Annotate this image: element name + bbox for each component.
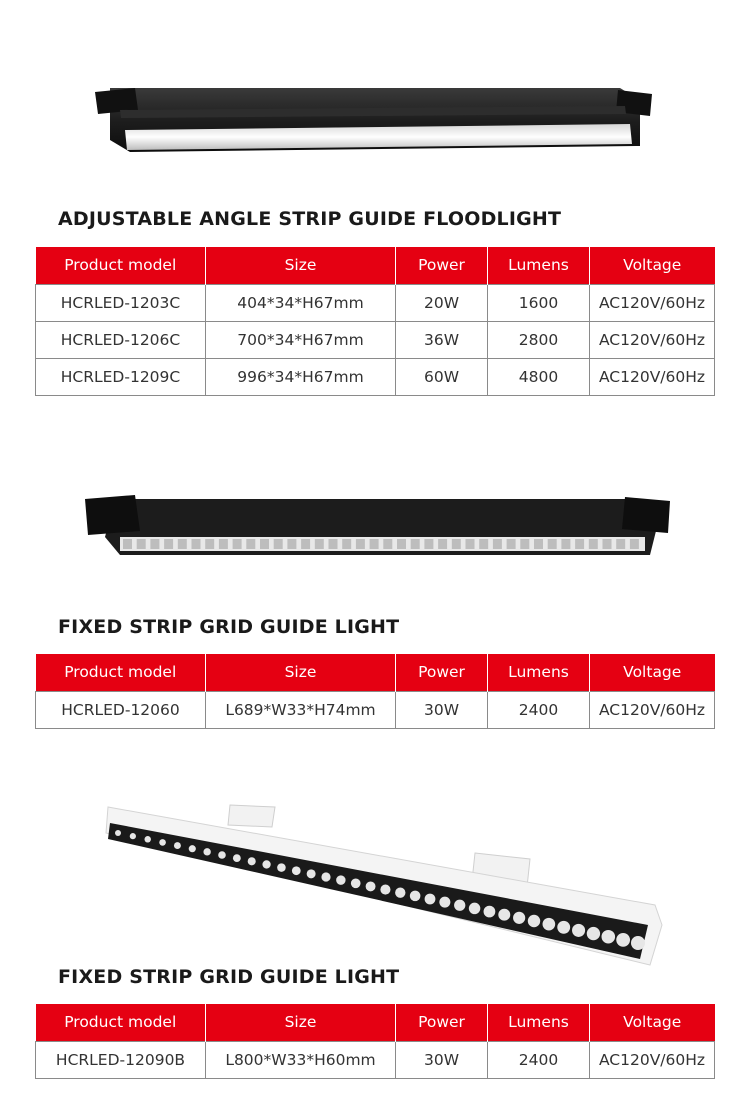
table-row [36, 321, 715, 358]
column-header: Lumens [488, 1004, 590, 1041]
column-header: Product model [36, 654, 206, 691]
led-cell [233, 539, 242, 549]
led-cell [575, 539, 584, 549]
table-header-row [36, 654, 715, 691]
led-cell [616, 539, 625, 549]
led-cell [411, 539, 420, 549]
column-header: Lumens [488, 654, 590, 691]
led-cell [589, 539, 598, 549]
led-cell [513, 912, 525, 924]
table-cell: AC120V/60Hz [590, 1041, 715, 1078]
table-cell: L800*W33*H60mm [206, 1041, 396, 1078]
led-cell [466, 539, 475, 549]
led-cell [498, 909, 510, 921]
section-title: FIXED STRIP GRID GUIDE LIGHT [58, 966, 400, 988]
led-cell [493, 539, 502, 549]
led-cell [548, 539, 557, 549]
column-header: Size [206, 654, 396, 691]
led-cell [616, 933, 630, 947]
led-cell [380, 885, 390, 895]
white-grid-light-image [0, 795, 750, 970]
column-header: Power [396, 654, 488, 691]
led-cell [454, 900, 465, 911]
led-cell [534, 539, 543, 549]
led-cell [178, 539, 187, 549]
led-cell [424, 539, 433, 549]
led-cell [572, 924, 585, 937]
led-cell [287, 539, 296, 549]
column-header: Power [396, 1004, 488, 1041]
led-cell [557, 921, 570, 934]
led-cell [260, 539, 269, 549]
table-cell: HCRLED-1206C [36, 321, 206, 358]
table-cell: L689*W33*H74mm [206, 691, 396, 728]
led-cell [274, 539, 283, 549]
led-cell [192, 539, 201, 549]
spec-table [35, 247, 715, 396]
table-row [36, 284, 715, 321]
led-cell [189, 845, 196, 852]
led-cell [159, 839, 166, 846]
led-cell [315, 539, 324, 549]
column-header: Size [206, 1004, 396, 1041]
led-cell [543, 918, 556, 931]
column-header: Voltage [590, 247, 715, 284]
led-cell [452, 539, 461, 549]
led-cell [248, 857, 256, 865]
table-cell: HCRLED-12090B [36, 1041, 206, 1078]
led-cell [144, 836, 150, 842]
led-cell [370, 539, 379, 549]
table-cell: 20W [396, 284, 488, 321]
led-cell [520, 539, 529, 549]
table-cell: 60W [396, 358, 488, 395]
led-cell [205, 539, 214, 549]
table-cell: AC120V/60Hz [590, 321, 715, 358]
led-cell [366, 881, 376, 891]
led-cell [174, 842, 181, 849]
led-cell [351, 878, 361, 888]
led-cell [425, 894, 436, 905]
led-cell [439, 897, 450, 908]
table-cell: HCRLED-1203C [36, 284, 206, 321]
led-cell [301, 539, 310, 549]
led-cell [484, 906, 496, 918]
table-cell: HCRLED-1209C [36, 358, 206, 395]
led-cell [438, 539, 447, 549]
section-title: ADJUSTABLE ANGLE STRIP GUIDE FLOODLIGHT [58, 208, 562, 230]
led-cell [507, 539, 516, 549]
table-row [36, 1041, 715, 1078]
table-cell: 996*34*H67mm [206, 358, 396, 395]
column-header: Voltage [590, 654, 715, 691]
column-header: Size [206, 247, 396, 284]
table-cell: 404*34*H67mm [206, 284, 396, 321]
led-cell [329, 539, 338, 549]
led-cell [602, 930, 616, 944]
led-cell [137, 539, 146, 549]
table-row [36, 358, 715, 395]
adjustable-floodlight-image [0, 70, 750, 170]
black-grid-light-image [0, 485, 750, 575]
led-cell [342, 539, 351, 549]
spec-table [35, 654, 715, 729]
table-row [36, 691, 715, 728]
led-cell [164, 539, 173, 549]
led-cell [528, 915, 540, 927]
table-cell: 2800 [488, 321, 590, 358]
led-cell [203, 848, 210, 855]
table-cell: 36W [396, 321, 488, 358]
table-cell: 4800 [488, 358, 590, 395]
led-cell [130, 833, 136, 839]
led-cell [150, 539, 159, 549]
column-header: Lumens [488, 247, 590, 284]
table-cell: 30W [396, 1041, 488, 1078]
led-cell [469, 903, 480, 914]
column-header: Product model [36, 247, 206, 284]
led-cell [479, 539, 488, 549]
led-cell [277, 863, 286, 872]
table-cell: AC120V/60Hz [590, 691, 715, 728]
table-cell: 2400 [488, 691, 590, 728]
table-cell: 1600 [488, 284, 590, 321]
table-cell: 2400 [488, 1041, 590, 1078]
led-cell [233, 854, 241, 862]
table-header-row [36, 247, 715, 284]
led-cell [561, 539, 570, 549]
table-header-row [36, 1004, 715, 1041]
column-header: Product model [36, 1004, 206, 1041]
led-cell [336, 875, 345, 884]
led-cell [383, 539, 392, 549]
led-cell [246, 539, 255, 549]
led-cell [123, 539, 132, 549]
led-cell [397, 539, 406, 549]
table-cell: 30W [396, 691, 488, 728]
led-cell [395, 888, 405, 898]
led-cell [321, 872, 330, 881]
table-cell: AC120V/60Hz [590, 284, 715, 321]
led-cell [603, 539, 612, 549]
spec-table [35, 1004, 715, 1079]
led-cell [410, 891, 421, 902]
led-cell [307, 869, 316, 878]
led-cell [115, 830, 121, 836]
led-cell [262, 860, 270, 868]
led-cell [631, 936, 645, 950]
led-cell [292, 866, 301, 875]
led-cell [219, 539, 228, 549]
column-header: Voltage [590, 1004, 715, 1041]
led-cell [587, 927, 600, 940]
led-cell [218, 851, 226, 859]
led-cell [356, 539, 365, 549]
table-cell: AC120V/60Hz [590, 358, 715, 395]
table-cell: HCRLED-12060 [36, 691, 206, 728]
table-cell: 700*34*H67mm [206, 321, 396, 358]
section-title: FIXED STRIP GRID GUIDE LIGHT [58, 616, 400, 638]
led-cell [630, 539, 639, 549]
column-header: Power [396, 247, 488, 284]
